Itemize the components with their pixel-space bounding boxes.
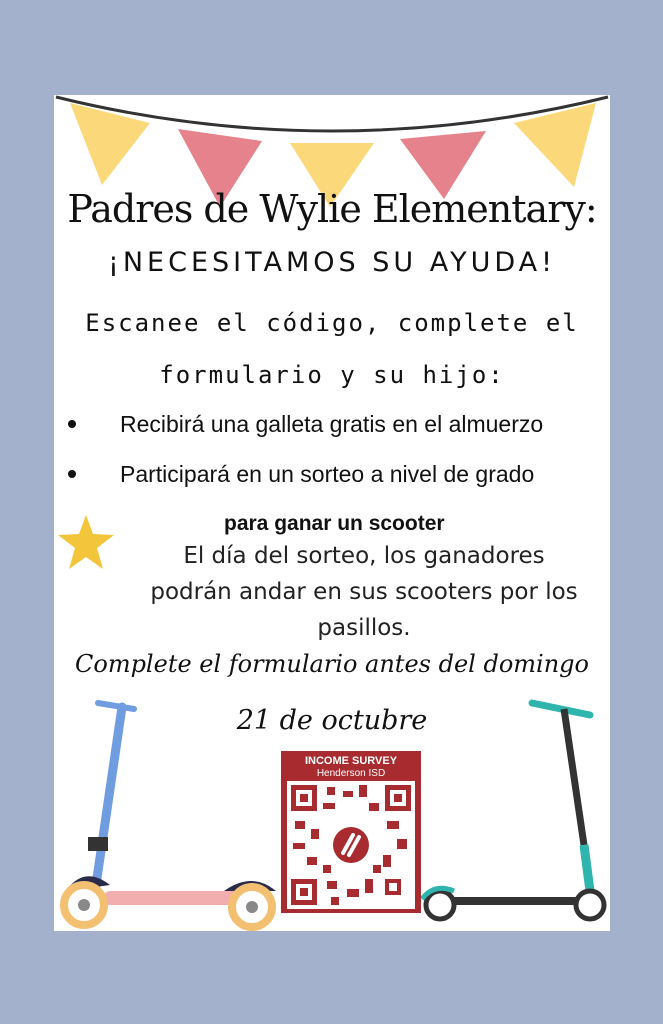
deadline-date: 21 de octubre <box>236 705 428 736</box>
poster <box>54 95 610 931</box>
qr-code-card[interactable] <box>281 751 421 913</box>
scooter-right-icon <box>414 695 610 931</box>
deadline-text: Complete el formulario antes del domingo <box>75 650 589 678</box>
note-line-1: El día del sorteo, los ganadores <box>183 543 545 569</box>
qr-code-icon <box>287 781 415 909</box>
note-line-3: pasillos. <box>317 615 411 641</box>
instruction-line-1: Escanee el código, complete el <box>85 309 579 337</box>
bullet-item <box>68 459 598 489</box>
bullet-text: Recibirá una galleta gratis en el almuerzo <box>120 410 544 437</box>
qr-card-title: INCOME SURVEY <box>304 755 398 767</box>
scooter-left-icon <box>54 695 284 931</box>
bullet-item <box>68 409 598 439</box>
qr-card-subtitle: Henderson ISD <box>316 768 386 779</box>
note-line-2: podrán andar en sus scooters por los <box>150 579 578 605</box>
poster-subtitle: ¡NECESITAMOS SU AYUDA! <box>108 247 556 278</box>
instruction-line-2: formulario y su hijo: <box>159 361 505 389</box>
bullet-dot-icon <box>68 420 76 428</box>
star-icon <box>56 513 116 571</box>
poster-title: Padres de Wylie Elementary: <box>67 187 597 231</box>
bullet-continuation: para ganar un scooter <box>224 512 445 535</box>
bullet-dot-icon <box>68 470 76 478</box>
bullet-text: Participará en un sorteo a nivel de grado <box>120 460 535 487</box>
